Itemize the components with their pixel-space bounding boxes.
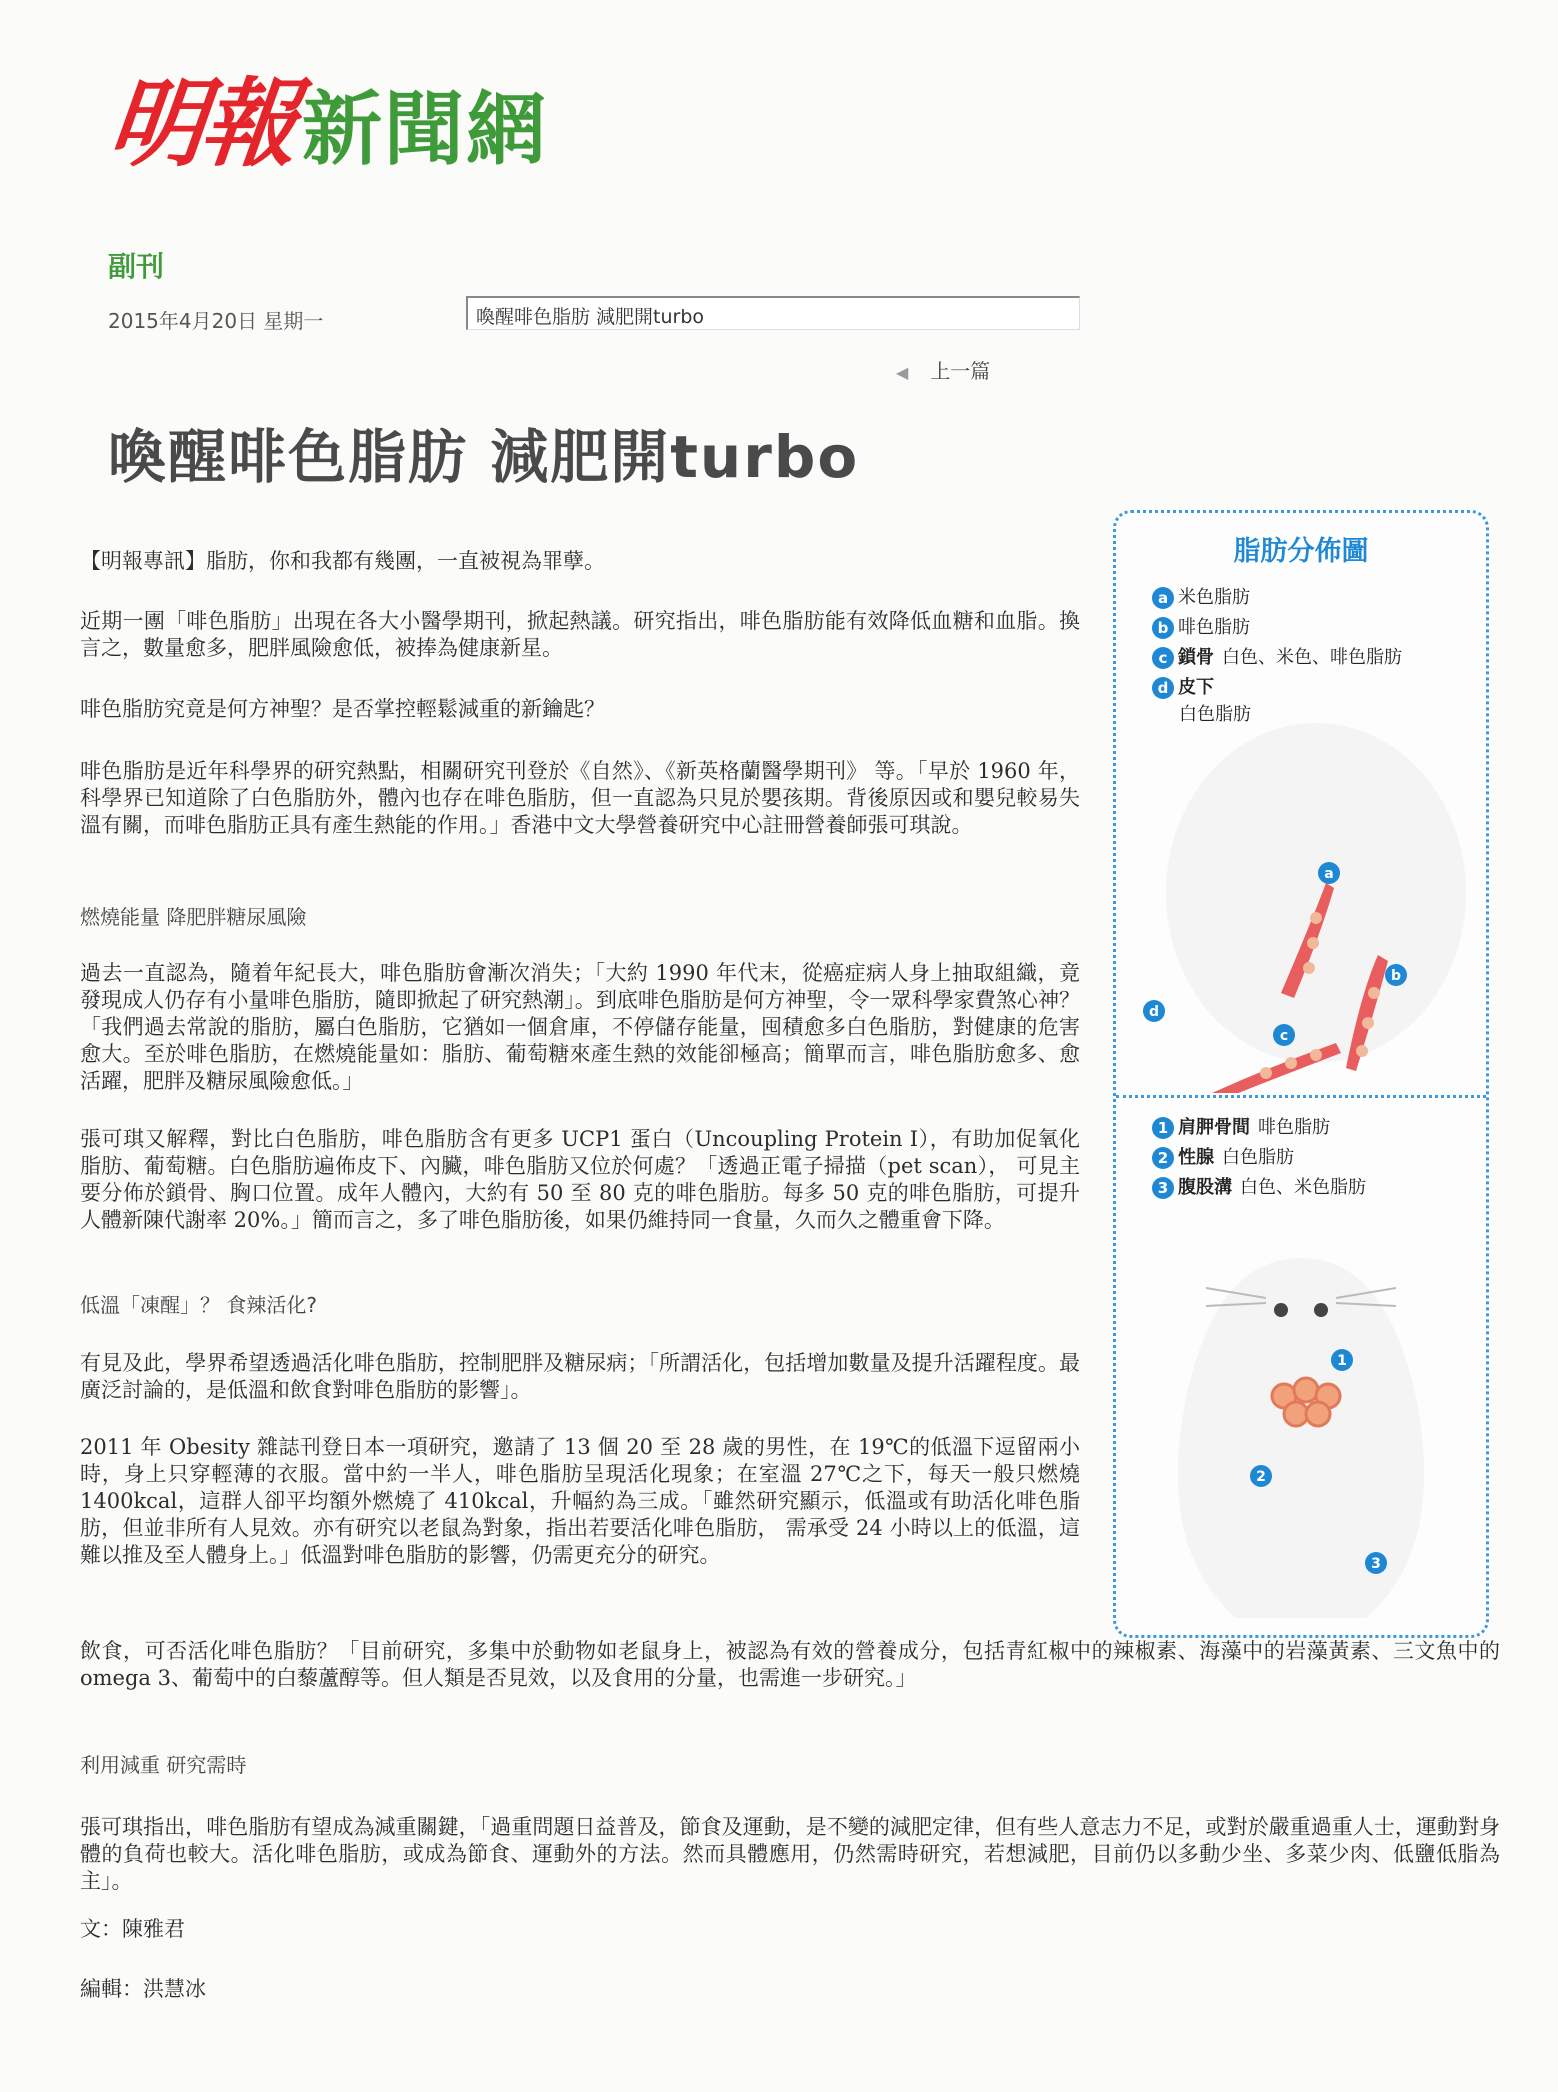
svg-text:b: b: [1390, 968, 1402, 984]
legend-2-key: 2: [1152, 1147, 1174, 1169]
headline: 喚醒啡色脂肪 減肥開turbo: [108, 423, 860, 491]
author-credit: 文：陳雅君: [80, 1917, 185, 1941]
figure-title: 脂肪分佈圖: [1233, 536, 1369, 567]
mouse-eye: [1314, 1303, 1328, 1317]
prev-article-link[interactable]: [896, 355, 990, 384]
fat-dot: [1362, 1017, 1374, 1029]
paragraph-1: 【明報專訊】脂肪，你和我都有幾團，一直被視為罪孽。: [80, 549, 605, 573]
svg-text:2: 2: [1256, 1469, 1266, 1485]
fat-distribution-figure: [1113, 510, 1489, 1638]
svg-text:3: 3: [1371, 1556, 1381, 1572]
subheading-3: 利用減重 研究需時: [80, 1753, 247, 1777]
article-select[interactable]: 喚醒啡色脂肪 減肥開turbo: [466, 296, 1080, 330]
editor-credit: 編輯：洪慧冰: [80, 1977, 206, 2001]
marker-d: [1143, 1000, 1165, 1022]
body-silhouette: [1166, 723, 1466, 1063]
fat-dot: [1303, 962, 1315, 974]
marker-3: [1365, 1552, 1387, 1574]
fat-dot: [1356, 1045, 1368, 1057]
legend-d-key: d: [1152, 677, 1174, 699]
brand-logo-red: 明報: [103, 67, 300, 180]
paragraph-9: 飲食，可否活化啡色脂肪？「目前研究，多集中於動物如老鼠身上，被認為有效的營養成分，包括青紅椒中的辣椒素、海藻中的岩藻黃素、三文魚中的 omega 3、葡萄中的白藜蘆醇等。但人類是否見效，以及食用的分量，也需進一步研究。」: [80, 1639, 1500, 1690]
paragraph-7: 有見及此，學界希望透過活化啡色脂肪，控制肥胖及糖尿病；「所謂活化，包括增加數量及提升活躍程度。最廣泛討論的，是低溫和飲食對啡色脂肪的影響」。: [80, 1351, 1080, 1402]
fat-dot: [1310, 1049, 1322, 1061]
paragraph-4: 啡色脂肪是近年科學界的研究熱點，相關研究刊登於《自然》、《新英格蘭醫學期刊》 等。「早於 1960 年，科學界已知道除了白色脂肪外，體內也存在啡色脂肪，但一直認為只見於嬰孩期。背後原因或和嬰兒較易失溫有關，而啡色脂肪正具有產生熱能的作用。」香港中文大學營養研究中心註冊營養師張可琪說。: [80, 759, 1080, 837]
legend-d: d 皮下: [1152, 673, 1214, 699]
marker-2: [1250, 1465, 1272, 1487]
legend-3: 3 腹股溝 白色、米色脂肪: [1152, 1173, 1366, 1199]
legend-c: c 鎖骨 白色、米色、啡色脂肪: [1152, 643, 1402, 669]
paragraph-5: 過去一直認為，隨着年紀長大，啡色脂肪會漸次消失；「大約 1990 年代末，從癌症病人身上抽取組織，竟發現成人仍存有小量啡色脂肪，隨即掀起了研究熱潮」。到底啡色脂肪是何方神聖，令一眾科學家費煞心神？「我們過去常說的脂肪，屬白色脂肪，它猶如一個倉庫，不停儲存能量，囤積愈多白色脂肪，對健康的危害愈大。至於啡色脂肪，在燃燒能量如：脂肪、葡萄糖來產生熱的效能卻極高；簡單而言，啡色脂肪愈多、愈活躍，肥胖及糖尿風險愈低。」: [80, 961, 1080, 1093]
paragraph-10: 張可琪指出，啡色脂肪有望成為減重關鍵，「過重問題日益普及，節食及運動，是不變的減肥定律，但有些人意志力不足，或對於嚴重過重人士，運動對身體的負荷也較大。活化啡色脂肪，或成為節食、運動外的方法。然而具體應用，仍然需時研究，若想減肥，目前仍以多動少坐、多菜少肉、低鹽低脂為主」。: [80, 1815, 1500, 1893]
publish-date: 2015年4月20日 星期一: [108, 309, 324, 333]
svg-text:a: a: [1324, 866, 1334, 882]
marker-c: [1273, 1024, 1295, 1046]
legend-b: b 啡色脂肪: [1152, 613, 1250, 639]
prev-article-label: 上一篇: [930, 359, 991, 383]
legend-a-key: a: [1152, 587, 1174, 609]
subheading-2: 低溫「凍醒」？ 食辣活化?: [80, 1293, 317, 1317]
subheading-1: 燃燒能量 降肥胖糖尿風險: [80, 905, 307, 929]
mouse-silhouette: [1178, 1258, 1424, 1618]
human-body-illustration: [1116, 693, 1486, 1093]
fat-dot: [1368, 987, 1380, 999]
mouse-eye: [1274, 1303, 1288, 1317]
marker-1: [1331, 1349, 1353, 1371]
legend-a: a 米色脂肪: [1152, 583, 1250, 609]
prev-arrow-icon: ◀: [896, 363, 909, 382]
fat-dot: [1307, 937, 1319, 949]
figure-divider: [1116, 1095, 1486, 1098]
marker-a: [1318, 862, 1340, 884]
legend-d-value: 白色脂肪: [1179, 704, 1251, 725]
brand-logo-green: 新聞網: [302, 83, 548, 176]
fat-dot: [1260, 1067, 1272, 1079]
legend-1-key: 1: [1152, 1117, 1174, 1139]
section-label: 副刊: [108, 250, 165, 283]
legend-b-key: b: [1152, 617, 1174, 639]
legend-2: 2 性腺 白色脂肪: [1152, 1143, 1294, 1169]
paragraph-8: 2011 年 Obesity 雜誌刊登日本一項研究，邀請了 13 個 20 至 28 歲的男性，在 19℃的低溫下逗留兩小時，身上只穿輕薄的衣服。當中約一半人，啡色脂肪呈現活化現象；在室溫 27℃之下，每天一般只燃燒 1400kcal，這群人卻平均額外燃燒了 410kcal，升幅約為三成。「雖然研究顯示，低溫或有助活化啡色脂肪，但並非所有人見效。亦有研究以老鼠為對象，指出若要活化啡色脂肪， 需承受 24 小時以上的低溫，這難以推及至人體身上。」低溫對啡色脂肪的影響，仍需更充分的研究。: [80, 1435, 1080, 1567]
svg-text:1: 1: [1337, 1353, 1347, 1369]
paragraph-2: 近期一團「啡色脂肪」出現在各大小醫學期刊，掀起熱議。研究指出，啡色脂肪能有效降低血糖和血脂。換言之，數量愈多，肥胖風險愈低，被捧為健康新星。: [80, 609, 1080, 660]
legend-3-key: 3: [1152, 1177, 1174, 1199]
paragraph-6: 張可琪又解釋，對比白色脂肪，啡色脂肪含有更多 UCP1 蛋白（Uncoupling Protein I），有助加促氧化脂肪、葡萄糖。白色脂肪遍佈皮下、內臟，啡色脂肪又位於何處？「透過正電子掃描（pet scan）， 可見主要分佈於鎖骨、胸口位置。成年人體內，大約有 50 至 80 克的啡色脂肪。每多 50 克的啡色脂肪，可提升人體新陳代謝率 20%。」簡而言之，多了啡色脂肪後，如果仍維持同一食量，久而久之體重會下降。: [80, 1127, 1080, 1232]
svg-text:d: d: [1148, 1004, 1160, 1020]
paragraph-3: 啡色脂肪究竟是何方神聖？是否掌控輕鬆減重的新鑰匙？: [80, 697, 605, 721]
fat-dot: [1285, 1057, 1297, 1069]
fat-dot: [1310, 912, 1322, 924]
svg-text:c: c: [1279, 1028, 1289, 1044]
legend-c-key: c: [1152, 647, 1174, 669]
legend-1: 1 肩胛骨間 啡色脂肪: [1152, 1113, 1330, 1139]
brand-logo: [103, 48, 548, 185]
mouse-illustration: [1116, 1218, 1486, 1633]
marker-b: [1385, 964, 1407, 986]
